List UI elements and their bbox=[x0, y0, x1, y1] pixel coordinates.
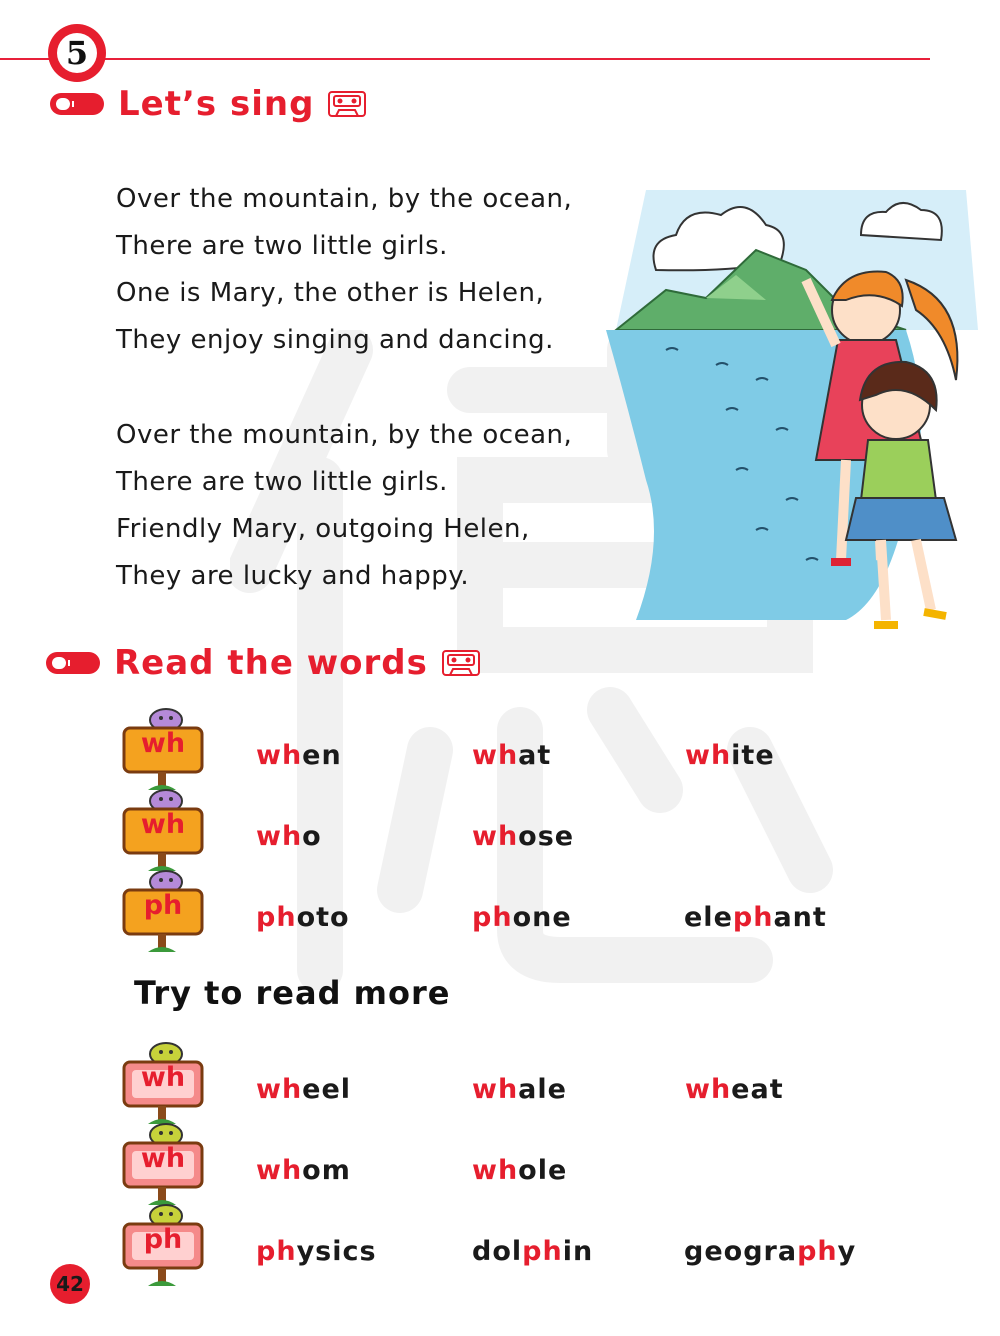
sound-label: wh bbox=[140, 1062, 186, 1093]
word: whom bbox=[256, 1155, 351, 1186]
red-pill-icon bbox=[46, 652, 100, 674]
lyric-line: Friendly Mary, outgoing Helen, bbox=[116, 514, 530, 544]
top-rule bbox=[0, 58, 930, 60]
word: photo bbox=[256, 902, 350, 933]
lyric-line: There are two little girls. bbox=[116, 467, 448, 497]
word: what bbox=[472, 740, 552, 771]
sound-label: ph bbox=[143, 1224, 183, 1255]
word: dolphin bbox=[472, 1236, 594, 1267]
song-verse-2 bbox=[116, 412, 572, 600]
word: whose bbox=[472, 821, 575, 852]
sound-label: wh bbox=[140, 728, 186, 759]
page-number: 42 bbox=[50, 1264, 90, 1304]
lesson-number: 5 bbox=[57, 33, 97, 73]
read-row-3 bbox=[0, 892, 1000, 962]
word: white bbox=[685, 740, 775, 771]
song-verse-1 bbox=[116, 176, 572, 364]
section-title-read: Read the words bbox=[114, 643, 428, 683]
word: wheel bbox=[256, 1074, 352, 1105]
lyric-line: There are two little girls. bbox=[116, 231, 448, 261]
more-row-3 bbox=[0, 1226, 1000, 1296]
sound-label: wh bbox=[140, 1143, 186, 1174]
word: elephant bbox=[684, 902, 827, 933]
two-girls-illustration bbox=[606, 180, 980, 642]
word: wheat bbox=[685, 1074, 784, 1105]
cassette-tape-icon[interactable] bbox=[442, 650, 480, 676]
red-pill-icon bbox=[50, 93, 104, 115]
word: who bbox=[256, 821, 322, 852]
word: phone bbox=[472, 902, 572, 933]
lyric-line: They are lucky and happy. bbox=[116, 561, 470, 591]
word: geography bbox=[684, 1236, 857, 1267]
lyric-line: Over the mountain, by the ocean, bbox=[116, 420, 573, 450]
section-title-sing: Let’s sing bbox=[118, 84, 315, 124]
word: whole bbox=[472, 1155, 568, 1186]
subheading-try-more: Try to read more bbox=[134, 974, 451, 1012]
lyric-line: Over the mountain, by the ocean, bbox=[116, 184, 573, 214]
word: physics bbox=[256, 1236, 377, 1267]
section-head-read bbox=[46, 643, 480, 683]
word: when bbox=[256, 740, 342, 771]
lyric-line: One is Mary, the other is Helen, bbox=[116, 278, 545, 308]
section-head-sing bbox=[50, 84, 366, 124]
lesson-number-badge bbox=[48, 24, 106, 82]
sound-label: wh bbox=[140, 809, 186, 840]
word: whale bbox=[472, 1074, 567, 1105]
cassette-tape-icon[interactable] bbox=[328, 91, 366, 117]
sound-label: ph bbox=[143, 890, 183, 921]
lyric-line: They enjoy singing and dancing. bbox=[116, 325, 554, 355]
